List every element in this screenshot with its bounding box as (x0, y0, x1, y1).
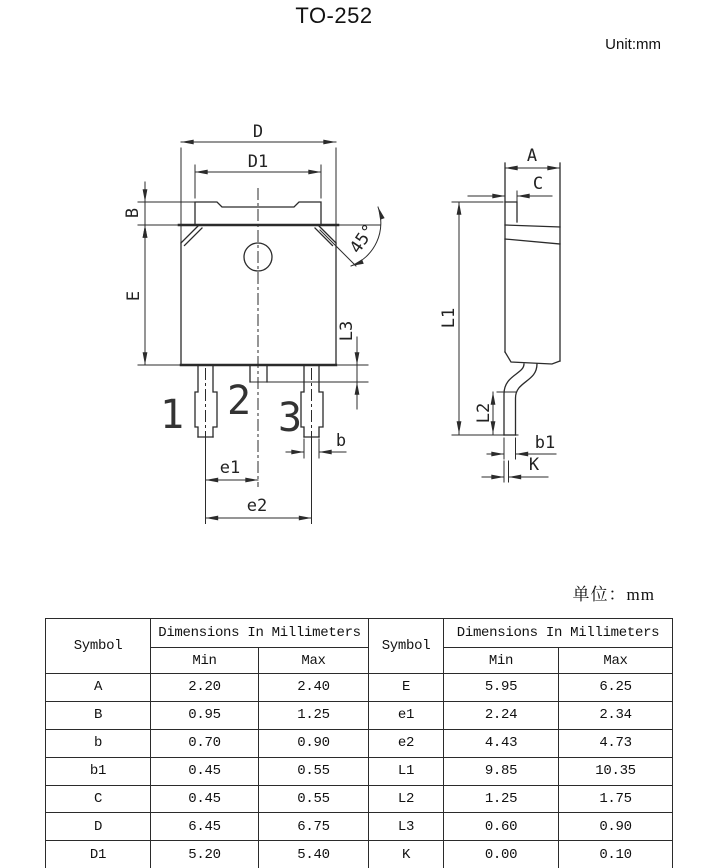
col-header-dims: Dimensions In Millimeters (151, 619, 369, 648)
cell-symbol: e2 (369, 729, 444, 757)
side-view (439, 146, 560, 482)
cell-min: 2.20 (151, 674, 259, 702)
dim-label-e1: e1 (219, 458, 241, 478)
dim-C (468, 174, 552, 201)
dim-label-L3: L3 (337, 320, 357, 342)
dim-label-K: K (528, 455, 540, 475)
pin-1-label: 1 (159, 392, 185, 438)
col-header-min: Min (444, 648, 559, 674)
col-header-symbol: Symbol (46, 619, 151, 674)
dim-label-A: A (526, 146, 538, 166)
col-header-symbol: Symbol (369, 619, 444, 674)
pin-2-label: 2 (226, 378, 252, 424)
table-row (46, 701, 673, 729)
dim-label-L2: L2 (474, 402, 494, 424)
dim-label-b: b (335, 431, 347, 451)
cell-max: 1.75 (559, 785, 673, 813)
dim-E (124, 225, 181, 365)
cell-min: 2.24 (444, 701, 559, 729)
cell-max: 1.25 (259, 701, 369, 729)
front-view (123, 122, 381, 524)
cell-max: 0.10 (559, 841, 673, 868)
dim-b1 (487, 433, 556, 459)
dim-45deg (346, 207, 381, 266)
cell-min: 1.25 (444, 785, 559, 813)
col-header-max: Max (559, 648, 673, 674)
cell-max: 0.90 (559, 813, 673, 841)
side-body-outline (452, 163, 560, 435)
cell-symbol: A (46, 674, 151, 702)
cell-max: 0.55 (259, 785, 369, 813)
cell-max: 2.34 (559, 701, 673, 729)
cell-symbol: D1 (46, 841, 151, 868)
cell-min: 0.70 (151, 729, 259, 757)
dim-e1 (206, 458, 259, 480)
table-row (46, 785, 673, 813)
dim-B (123, 182, 195, 247)
dim-label-b1: b1 (534, 433, 556, 453)
col-header-min: Min (151, 648, 259, 674)
dim-A (505, 146, 560, 168)
dim-label-B: B (123, 207, 143, 219)
dim-L2 (474, 392, 516, 434)
cell-min: 0.45 (151, 757, 259, 785)
dim-label-D: D (252, 122, 264, 142)
col-header-dims: Dimensions In Millimeters (444, 619, 673, 648)
dim-label-D1: D1 (247, 152, 269, 172)
cell-min: 0.60 (444, 813, 559, 841)
dim-label-L1: L1 (439, 307, 459, 329)
cell-max: 4.73 (559, 729, 673, 757)
cell-symbol: e1 (369, 701, 444, 729)
cell-symbol: C (46, 785, 151, 813)
dim-L3 (337, 321, 368, 409)
cell-max: 2.40 (259, 674, 369, 702)
cell-symbol: L3 (369, 813, 444, 841)
cell-max: 6.75 (259, 813, 369, 841)
cell-min: 5.95 (444, 674, 559, 702)
cell-max: 6.25 (559, 674, 673, 702)
lead-outer-edge (516, 364, 538, 435)
cell-min: 6.45 (151, 813, 259, 841)
dim-label-angle: 45° (346, 220, 380, 258)
unit-note: Unit:mm (605, 36, 661, 53)
cell-symbol: L2 (369, 785, 444, 813)
col-header-max: Max (259, 648, 369, 674)
cell-symbol: b1 (46, 757, 151, 785)
table-row (46, 813, 673, 841)
dim-label-E: E (124, 290, 144, 302)
pin-3-label: 3 (277, 395, 303, 441)
cell-max: 10.35 (559, 757, 673, 785)
dim-label-C: C (532, 174, 544, 194)
cell-symbol: B (46, 701, 151, 729)
table-row (46, 757, 673, 785)
cell-min: 9.85 (444, 757, 559, 785)
cell-symbol: E (369, 674, 444, 702)
cell-symbol: K (369, 841, 444, 868)
table-row (46, 841, 673, 868)
table-row (46, 729, 673, 757)
page-title: TO-252 (295, 3, 373, 28)
cell-symbol: b (46, 729, 151, 757)
cell-symbol: L1 (369, 757, 444, 785)
dim-label-e2: e2 (246, 496, 268, 516)
cell-min: 0.00 (444, 841, 559, 868)
unit-label-cn: 单位：mm (572, 585, 655, 604)
cell-min: 5.20 (151, 841, 259, 868)
cell-max: 0.90 (259, 729, 369, 757)
cell-min: 0.95 (151, 701, 259, 729)
lead-inner-edge (504, 364, 524, 435)
cell-symbol: D (46, 813, 151, 841)
cell-min: 0.45 (151, 785, 259, 813)
cell-max: 5.40 (259, 841, 369, 868)
dimension-table (45, 618, 673, 868)
cell-min: 4.43 (444, 729, 559, 757)
dim-e2 (206, 496, 312, 518)
table-row (46, 674, 673, 702)
cell-max: 0.55 (259, 757, 369, 785)
